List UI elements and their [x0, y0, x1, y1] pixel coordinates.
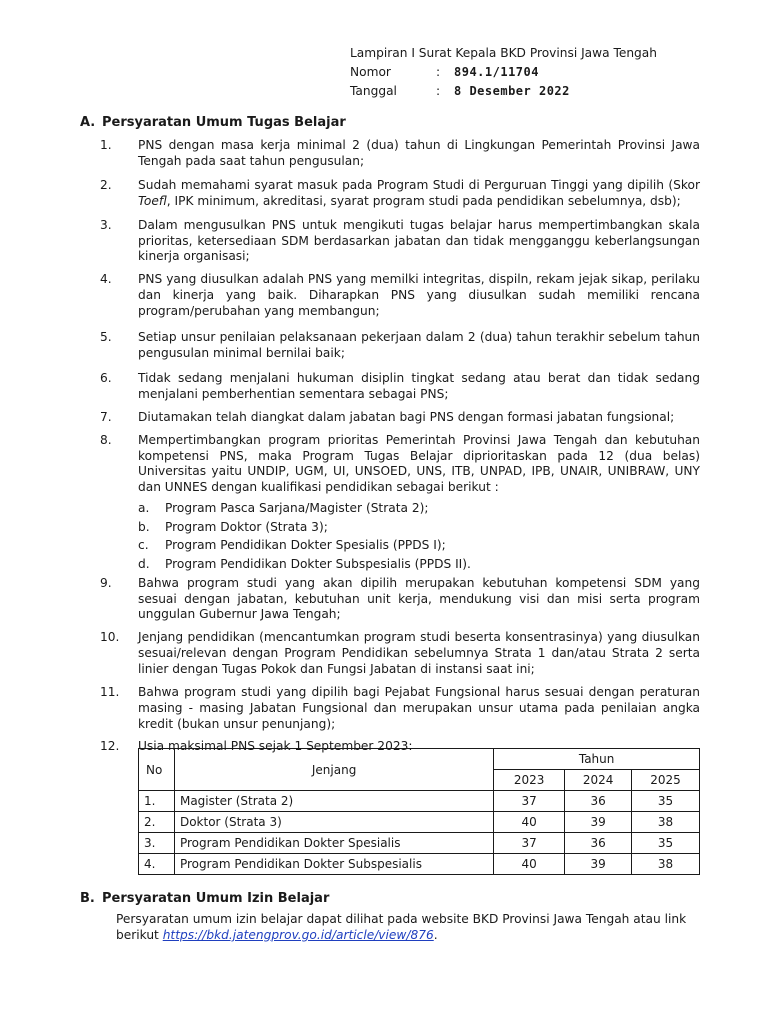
item-number: 11.	[100, 685, 120, 700]
list-item	[100, 272, 700, 320]
section-a-heading	[80, 115, 346, 130]
sub-item-letter: d.	[138, 557, 150, 571]
item-text: Dalam mengusulkan PNS untuk mengikuti tugas belajar harus mempertimbangkan skala prioritas, ketersediaan SDM berdasarkan jabatan dan tidak mengganggu keberlangsungan kinerja organisasi;	[138, 217, 700, 264]
list-item	[100, 433, 700, 574]
paragraph-text: Persyaratan umum izin belajar dapat dilihat pada website BKD Provinsi Jawa Tengah atau link berikut	[116, 912, 687, 942]
cell-no: 1.	[139, 791, 175, 812]
nomor-value: 894.1/11704	[454, 65, 539, 79]
item-number: 5.	[100, 330, 112, 345]
section-a-title: Persyaratan Umum Tugas Belajar	[102, 115, 346, 130]
sub-item-letter: c.	[138, 538, 149, 553]
tanggal-colon: :	[436, 84, 441, 98]
cell-no: 3.	[139, 833, 175, 854]
list-item	[100, 630, 700, 678]
section-b-paragraph	[116, 911, 706, 943]
item-number: 10.	[100, 630, 120, 645]
item-text: Mempertimbangkan program prioritas Pemerintah Provinsi Jawa Tengah dan kebutuhan kompetensi PNS, maka Program Tugas Belajar diprioritaskan pada 12 (dua belas) Universitas yaitu UNDIP, UGM, UI, UNSOED, UNS, ITB, UNPAD, IPB, UNAIR, UNIBRAW, UNY dan UNNES dengan kualifikasi pendidikan sebagai berikut :	[138, 432, 700, 495]
cell-jenjang: Magister (Strata 2)	[174, 791, 493, 812]
col-header-no: No	[139, 749, 175, 791]
list-item	[100, 218, 700, 266]
tanggal-row	[350, 82, 730, 101]
bkd-article-link[interactable]: https://bkd.jatengprov.go.id/article/view/876	[162, 928, 434, 942]
education-sublist	[138, 499, 700, 573]
cell-age: 35	[632, 833, 700, 854]
item-number: 12.	[100, 738, 120, 753]
table-row	[139, 833, 700, 854]
item-number: 6.	[100, 370, 112, 385]
item-number: 7.	[100, 409, 112, 424]
table-row	[139, 812, 700, 833]
cell-age: 40	[494, 812, 565, 833]
table-row	[139, 854, 700, 875]
year-header: 2023	[494, 770, 565, 791]
item-number: 2.	[100, 177, 112, 192]
table-row	[139, 791, 700, 812]
section-b-heading	[80, 891, 329, 906]
sub-item-text: Program Doktor (Strata 3);	[165, 519, 328, 534]
cell-age: 40	[494, 854, 565, 875]
item-text-block	[138, 433, 700, 574]
cell-age: 37	[494, 791, 565, 812]
tanggal-label: Tanggal	[350, 84, 397, 98]
cell-no: 4.	[139, 854, 175, 875]
cell-age: 36	[565, 833, 632, 854]
list-item	[100, 410, 700, 426]
cell-age: 35	[632, 791, 700, 812]
item-number: 8.	[100, 432, 112, 447]
item-text: Bahwa program studi yang akan dipilih merupakan kebutuhan kompetensi SDM yang sesuai dengan jabatan, kebutuhan unit kerja, mendukung visi dan misi serta program unggulan Gubernur Jawa Tengah;	[138, 575, 700, 622]
item-text-part: Sudah memahami syarat masuk pada Program Studi di Perguruan Tinggi yang dipilih (Skor	[138, 177, 700, 192]
cell-no: 2.	[139, 812, 175, 833]
col-header-jenjang: Jenjang	[174, 749, 493, 791]
list-item	[100, 371, 700, 403]
section-b-title: Persyaratan Umum Izin Belajar	[102, 891, 330, 906]
sub-item-text: Program Pasca Sarjana/Magister (Strata 2);	[165, 501, 429, 516]
item-text: Setiap unsur penilaian pelaksanaan pekerjaan dalam 2 (dua) tahun terakhir sebelum tahun pengusulan minimal bernilai baik;	[138, 330, 700, 360]
item-text: PNS dengan masa kerja minimal 2 (dua) tahun di Lingkungan Pemerintah Provinsi Jawa Tengah pada saat tahun pengusulan;	[138, 138, 700, 168]
sub-item-letter: b.	[138, 519, 150, 534]
sub-item	[138, 555, 700, 574]
sub-item-letter: a.	[138, 501, 150, 516]
col-header-tahun: Tahun	[494, 749, 700, 770]
cell-jenjang: Program Pendidikan Dokter Subspesialis	[174, 854, 493, 875]
section-b-letter: B.	[80, 891, 95, 906]
paragraph-period: .	[433, 928, 438, 942]
nomor-colon: :	[436, 65, 441, 79]
list-item	[100, 178, 700, 210]
nomor-label: Nomor	[350, 65, 391, 79]
sub-item	[138, 536, 700, 555]
sub-item-text: Program Pendidikan Dokter Spesialis (PPDS I);	[165, 538, 446, 553]
year-header: 2025	[632, 770, 700, 791]
table-header-row	[139, 749, 700, 770]
section-a-letter: A.	[80, 115, 96, 130]
list-item	[100, 138, 700, 170]
item-text: Diutamakan telah diangkat dalam jabatan bagi PNS dengan formasi jabatan fungsional;	[138, 409, 675, 424]
item-text: PNS yang diusulkan adalah PNS yang memilki integritas, dispiln, rekam jejak sikap, perilaku dan kinerja yang baik. Diharapkan PNS yang diusulkan sudah memiliki rencana program/perubahan yang membangun;	[138, 272, 700, 319]
list-item	[100, 685, 700, 733]
list-item	[100, 576, 700, 624]
cell-jenjang: Program Pendidikan Dokter Spesialis	[174, 833, 493, 854]
item-text: Jenjang pendidikan (mencantumkan program studi beserta konsentrasinya) yang diusulkan sesuai/relevan dengan Program Pendidikan sebelumnya Strata 1 dan/atau Strata 2 serta linier dengan Tugas Pokok dan Fungsi Jabatan di instansi saat ini;	[138, 630, 700, 677]
sub-item	[138, 499, 700, 518]
item-text: Bahwa program studi yang dipilih bagi Pejabat Fungsional harus sesuai dengan peraturan masing - masing Jabatan Fungsional dan merupakan unsur utama pada penilaian angka kredit (bukan unsur penunjang);	[138, 685, 700, 731]
tanggal-value: 8 Desember 2022	[454, 84, 570, 98]
item-text: Usia maksimal PNS sejak 1 September 2023:	[138, 738, 413, 753]
list-item	[100, 330, 700, 362]
cell-age: 38	[632, 854, 700, 875]
item-number: 3.	[100, 217, 112, 232]
item-number: 4.	[100, 272, 112, 287]
item-text-part: , IPK minimum, akreditasi, syarat program studi pada pendidikan sebelumnya, dsb);	[166, 193, 681, 208]
age-limit-table	[138, 748, 700, 875]
toefl-term: Toefl	[138, 193, 167, 208]
cell-age: 38	[632, 812, 700, 833]
nomor-row	[350, 63, 730, 82]
item-number: 1.	[100, 138, 112, 152]
requirements-list	[100, 138, 700, 755]
item-text	[138, 178, 700, 210]
cell-age: 37	[494, 833, 565, 854]
item-number: 9.	[100, 575, 112, 590]
cell-age: 36	[565, 791, 632, 812]
cell-age: 39	[565, 854, 632, 875]
attachment-line: Lampiran I Surat Kepala BKD Provinsi Jawa Tengah	[350, 46, 657, 60]
sub-item	[138, 518, 700, 537]
sub-item-text: Program Pendidikan Dokter Subspesialis (PPDS II).	[165, 557, 471, 571]
letter-header	[350, 44, 730, 101]
year-header: 2024	[565, 770, 632, 791]
item-text: Tidak sedang menjalani hukuman disiplin tingkat sedang atau berat dan tidak sedang menjalani pemberhentian sementara sebagai PNS;	[138, 370, 700, 401]
cell-age: 39	[565, 812, 632, 833]
cell-jenjang: Doktor (Strata 3)	[174, 812, 493, 833]
